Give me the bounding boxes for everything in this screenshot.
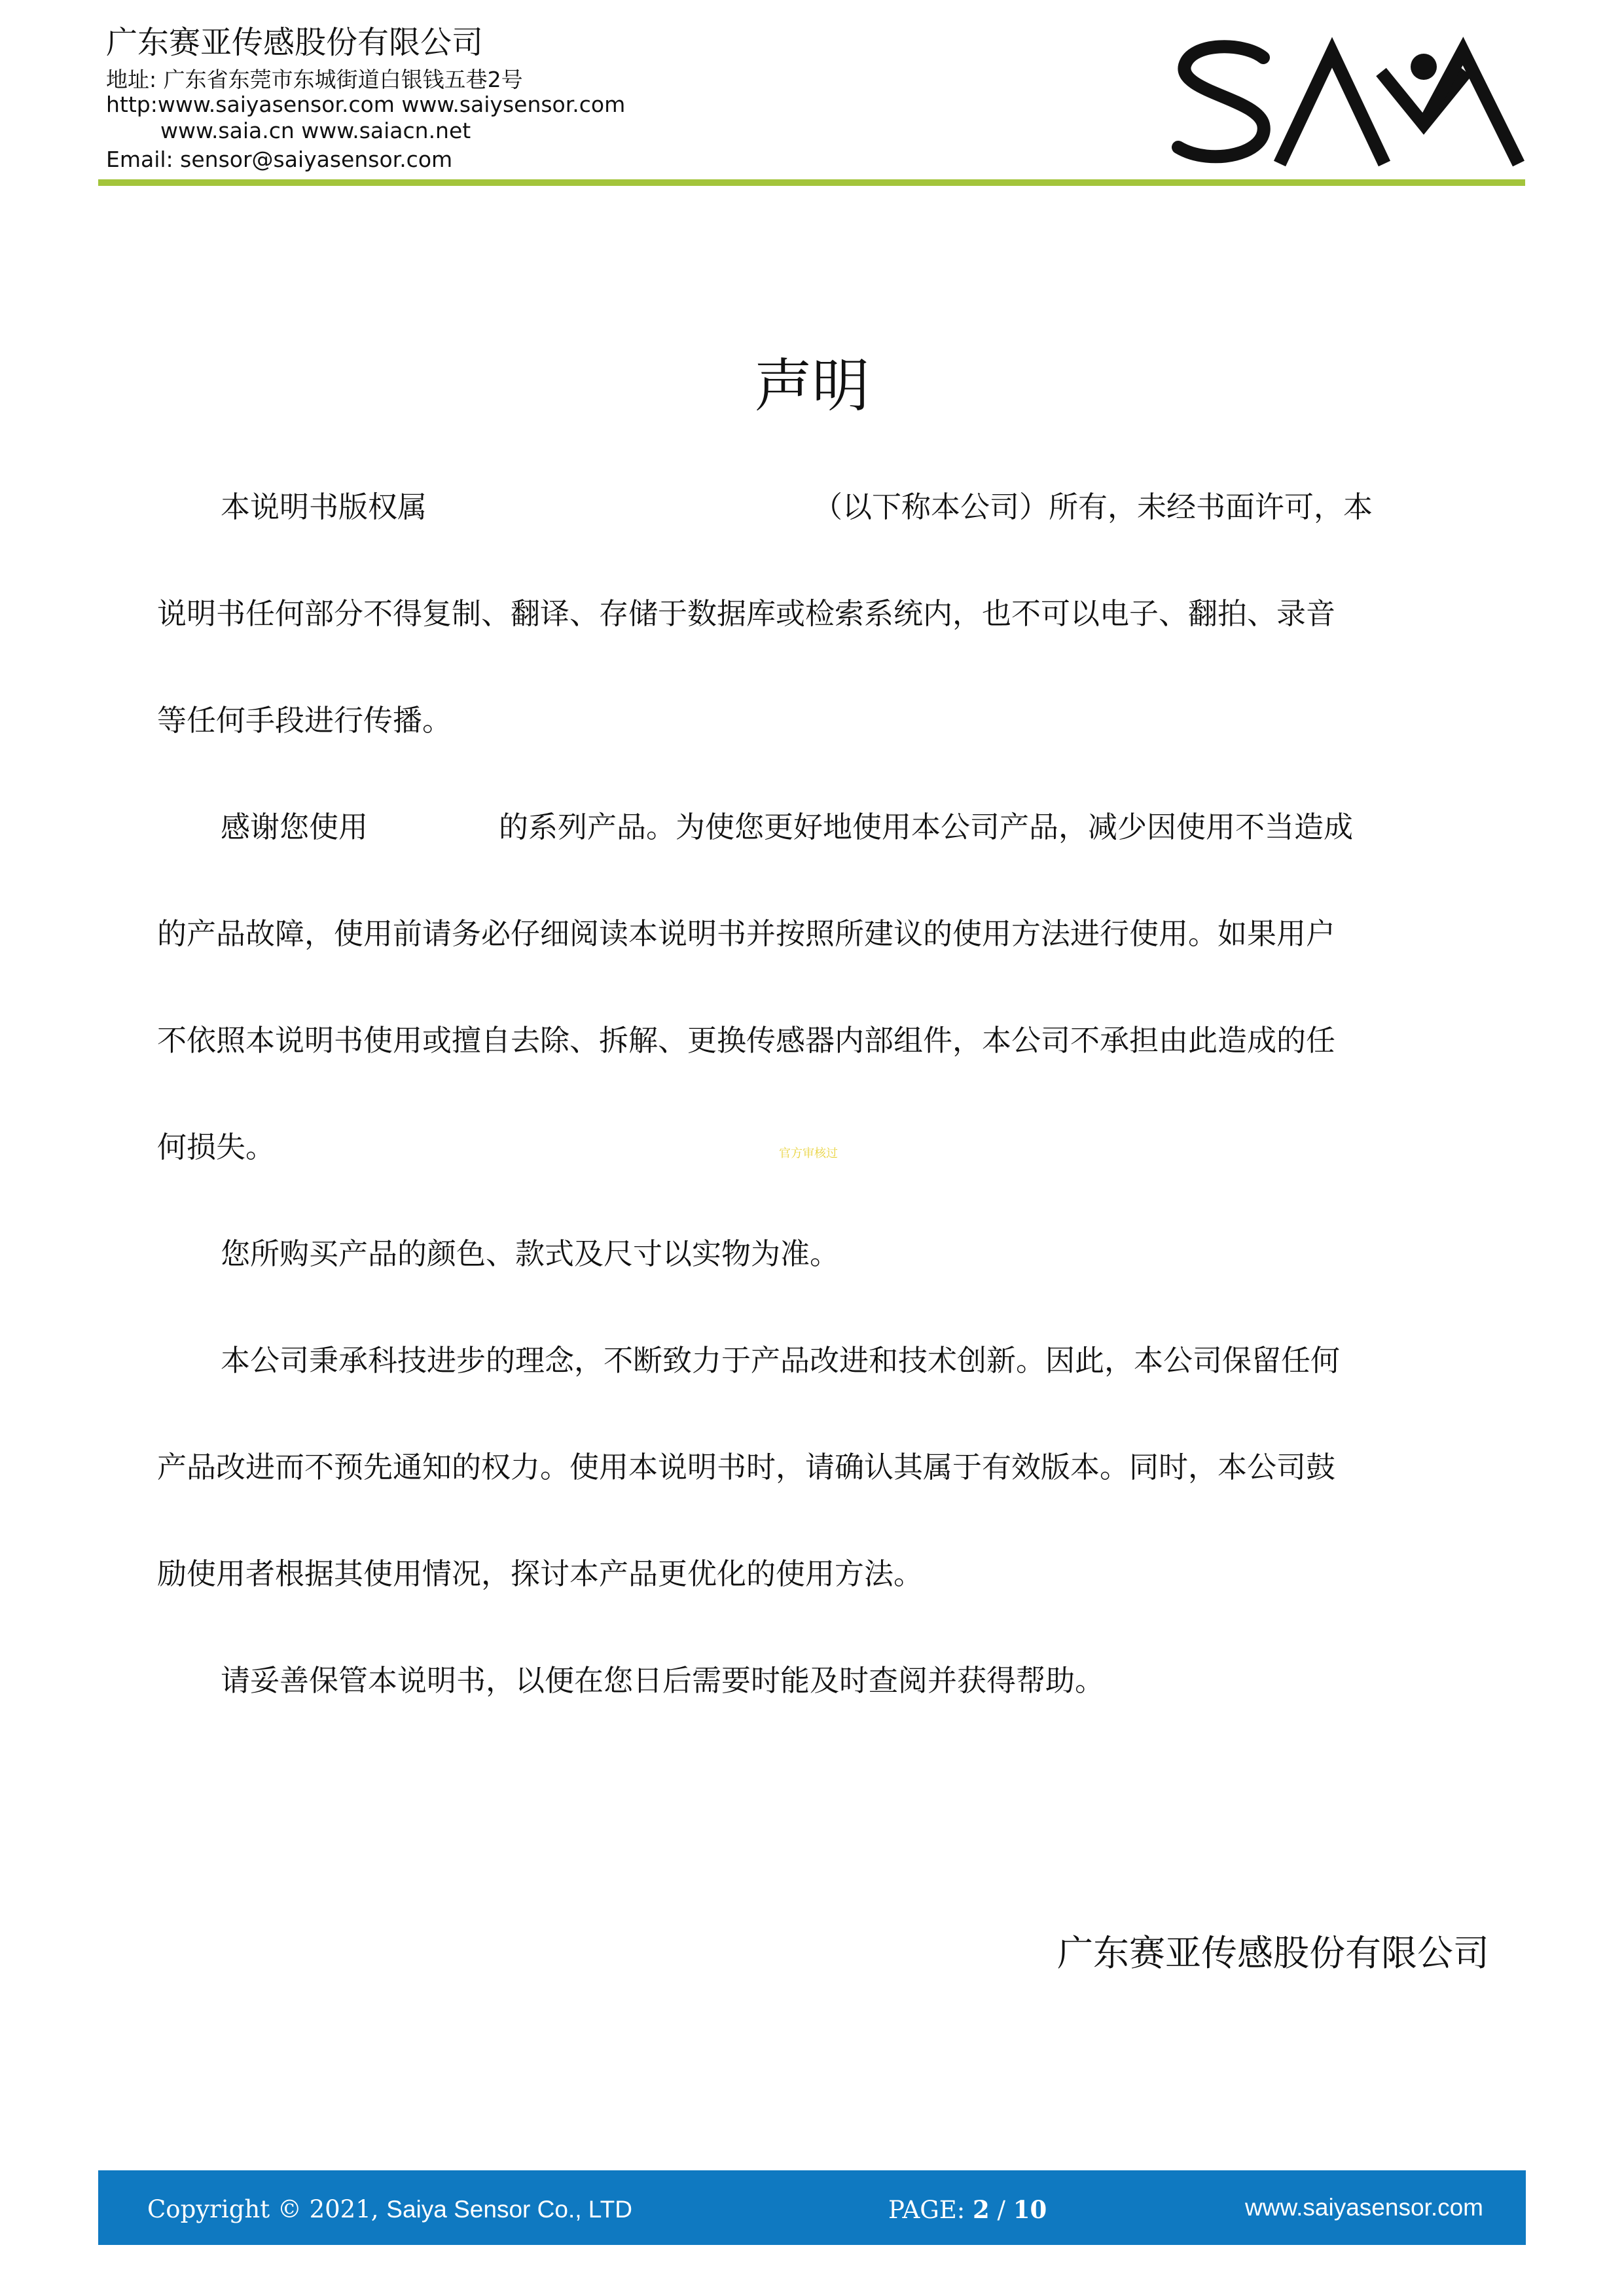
paragraph-line: 励使用者根据其使用情况，探讨本产品更优化的使用方法。 <box>157 1556 924 1591</box>
header-address: 地址: 广东省东莞市东城街道白银钱五巷2号 <box>106 67 523 92</box>
header-email: Email: sensor@saiyasensor.com <box>106 147 453 172</box>
copyright-company: Saiya Sensor Co., LTD <box>386 2196 632 2223</box>
page-title: 声明 <box>754 352 870 420</box>
signature-company: 广东赛亚传感股份有限公司 <box>1057 1932 1490 1974</box>
watermark-stamp: 官方审核过 <box>779 1147 838 1160</box>
paragraph-line <box>157 481 1466 588</box>
paragraph-line <box>157 801 1466 908</box>
text-segment: 感谢您使用 <box>221 810 369 844</box>
header-websites-1: http:www.saiyasensor.com www.saiysensor.com <box>106 92 626 117</box>
footer-website: www.saiyasensor.com <box>1245 2194 1483 2221</box>
footer-page-number <box>888 2195 1047 2224</box>
paragraph-line: 等任何手段进行传播。 <box>157 703 452 738</box>
page-header <box>98 0 1525 196</box>
header-divider <box>98 179 1525 186</box>
footer-copyright <box>147 2195 632 2223</box>
paragraph-line: 说明书任何部分不得复制、翻译、存储于数据库或检索系统内，也不可以电子、翻拍、录音 <box>157 596 1336 631</box>
paragraph-line: 您所购买产品的颜色、款式及尺寸以实物为准。 <box>221 1236 840 1271</box>
text-segment: 本说明书版权属 <box>221 490 427 524</box>
paragraph-line: 的产品故障，使用前请务必仔细阅读本说明书并按照所建议的使用方法进行使用。如果用户 <box>157 916 1336 951</box>
page-label: PAGE: <box>888 2196 973 2224</box>
paragraph-line: 产品改进而不预先通知的权力。使用本说明书时，请确认其属于有效版本。同时，本公司鼓 <box>157 1450 1336 1484</box>
copyright-prefix: Copyright © 2021, <box>147 2195 387 2223</box>
paragraph-line: 不依照本说明书使用或擅自去除、拆解、更换传感器内部组件，本公司不承担由此造成的任 <box>157 1023 1336 1058</box>
page-separator: / <box>989 2196 1013 2224</box>
page-current: 2 <box>973 2195 990 2224</box>
saya-logo <box>1165 33 1532 177</box>
paragraph-line: 请妥善保管本说明书，以便在您日后需要时能及时查阅并获得帮助。 <box>221 1663 1105 1698</box>
page-footer <box>98 2170 1526 2245</box>
text-segment: 的系列产品。为使您更好地使用本公司产品，减少因使用不当造成 <box>499 810 1354 844</box>
statement-body <box>157 481 1466 1761</box>
text-segment: （以下称本公司）所有，未经书面许可，本 <box>813 490 1373 524</box>
header-websites-2: www.saia.cn www.saiacn.net <box>160 118 471 143</box>
paragraph-line: 何损失。 <box>157 1130 276 1164</box>
header-company-name: 广东赛亚传感股份有限公司 <box>106 24 484 61</box>
page-total: 10 <box>1013 2195 1047 2224</box>
paragraph-line: 本公司秉承科技进步的理念，不断致力于产品改进和技术创新。因此，本公司保留任何 <box>221 1343 1341 1378</box>
